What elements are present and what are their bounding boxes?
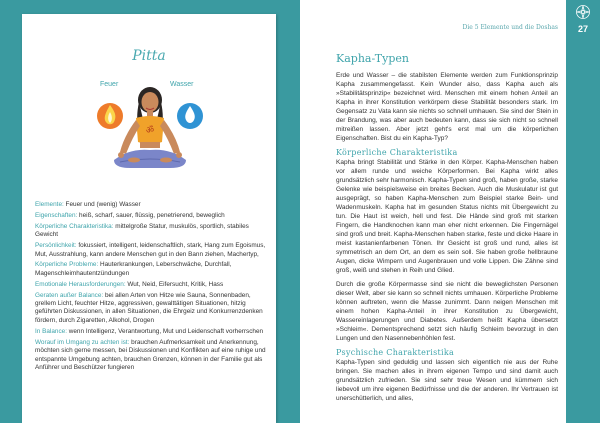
row-imbalance: Geraten außer Balance: bei allen Arten von Hitze wie Sauna, Sonnenbaden, grellem Licht, feuchter Hitze, aggressiven, gewalttätigen Situationen, hitzig geführten Diskussionen, in allen Situationen, die Ehrgeiz und Konkurrenzdenken fördern, durch Zigaretten, Alkohol, Drogen	[35, 291, 263, 324]
svg-text:ॐ: ॐ	[145, 126, 155, 136]
fire-label: Feuer	[100, 81, 119, 88]
row-handling: Worauf im Umgang zu achten ist: brauchen Aufmerksamkeit und Anerkennung, möchten sich gerne messen, bei Diskussionen und Konflikten auf eine ruhige und entspannte Umgebung achten, brauchen Grenzen, können in der Familie gut als Anführer und Beschützer fungieren	[35, 338, 266, 371]
fire-icon	[97, 103, 123, 129]
row-emotional: Emotionale Herausforderungen: Wut, Neid, Eifersucht, Kritik, Hass	[35, 280, 224, 288]
running-header: Die 5 Elemente und die Doshas	[462, 24, 558, 31]
row-balance: In Balance: wenn Intelligenz, Verantwortung, Mut und Leidenschaft vorherrschen	[35, 327, 264, 335]
page-content	[336, 52, 558, 408]
pitta-title: Pitta	[132, 48, 166, 64]
right-page	[300, 0, 600, 423]
row-personality: Persönlichkeit: fokussiert, intelligent, leidenschaftlich, stark, Hang zum Egoismus, Mut, Ausstrahlung, kann andere Menschen gut in den Bann ziehen, Machertyp,	[35, 242, 266, 258]
physical-paragraph-1: Kapha bringt Stabilität und Stärke in den Körper. Kapha-Menschen haben vor allem runde und weiche Körperformen. Bei Kapha wirkt alles grundsätzlich sehr harmonisch. Kapha-Typen sind groß, haben große, starke Gelenke wie beispielsweise ein breites Becken. Auch die Muskulatur ist gut ausgeprägt, so haben Kapha-Menschen zum Beispiel starke Bein- und Wadenmuskeln. Kapha hat im gesunden Status nichts mit Übergewicht zu tun. Die Haut ist weich, hell und fest. Die Hände sind groß mit starken Fingern, die Handknochen kann man eher nicht erkennen. Die Fingernägel sind groß und breit. Kapha-Menschen haben starke, feste und dicke Haare in meist kastanienfarbenen Tönen. Ihr Gesicht ist groß und rund, alles ist symmetrisch an dem Ort, an dem es sein soll. Sie haben große hellbraune Augen, dicke Wimpern und Augenbrauen und volle Lippen. Die Zähne sind groß, weiß und stehen in Reih und Glied.	[336, 158, 558, 275]
page-tab	[566, 0, 600, 423]
row-elements: Elemente: Feuer und (wenig) Wasser	[35, 201, 141, 208]
subheading-physical: Körperliche Charakteristika	[336, 147, 458, 157]
lotus-icon	[575, 4, 591, 20]
water-label: Wasser	[170, 81, 194, 88]
page-number: 27	[577, 24, 588, 34]
pitta-properties	[35, 201, 267, 375]
water-drop-icon	[177, 103, 203, 129]
psychological-paragraph: Kapha-Typen sind geduldig und lassen sich eigentlich nie aus der Ruhe bringen. Sie machen alles in ihrem eigenen Tempo und sind damit auch grundsätzlich zufrieden. Sie sind sehr treue Wesen und kümmern sich liebevoll um ihre eigenen Bedürfnisse und die der anderen. Ihr Vertrauen ist unerschütterlich, und alles,	[336, 358, 558, 402]
row-properties: Eigenschaften: heiß, scharf, sauer, flüssig, penetrierend, beweglich	[35, 211, 225, 219]
section-title: Kapha-Typen	[336, 52, 409, 65]
subheading-psychological: Psychische Charakteristika	[336, 347, 455, 357]
row-problems: Körperliche Probleme: Hauterkrankungen, Leberschwäche, Durchfall, Magenschleimhautentzündungen	[35, 261, 232, 277]
meditating-woman-illustration	[90, 76, 210, 190]
row-physical: Körperliche Charakteristika: mittelgroße Statur, muskulös, sportlich, stabiles Gewicht	[35, 222, 249, 239]
physical-paragraph-2: Durch die große Körpermasse sind sie nicht die beweglichsten Personen dieser Welt, aber sie kann so schnell nichts umhauen. Körperliche Probleme können auftreten, wenn die Masse zunimmt. Dann neigen Menschen mit einem hohen Kapha-Anteil in ihrer Konstitution zu Übergewicht, Wassereinlagerungen und Diabetes. Außerdem heißt Kapha übersetzt »Schleim«. Dementsprechend setzt sich häufig Schleim bevorzugt in den Lungen und den Nasennebenhöhlen fest.	[336, 280, 558, 343]
left-page	[22, 14, 276, 423]
intro-paragraph: Erde und Wasser – die stabilsten Elemente werden zum Funktionsprinzip Kapha zusammengefasst. Kein Wunder also, dass Kapha auch als »Stabilitätsprinzip« bezeichnet wird. Menschen mit einem hohen Anteil an Kapha in ihrer Konstitution verkörpern diese Stabilität besonders stark. Im Gegensatz zu Vata kann sie nichts so schnell umhauen. Sie sind der Stein in der Brandung, was aber auch bedeuten kann, dass sie sich nicht so schnell mitreißen lassen. Aber jetzt geht's erst mal um die körperlichen Eigenschaften. Bist du ein Kapha-Typ?	[336, 72, 558, 143]
